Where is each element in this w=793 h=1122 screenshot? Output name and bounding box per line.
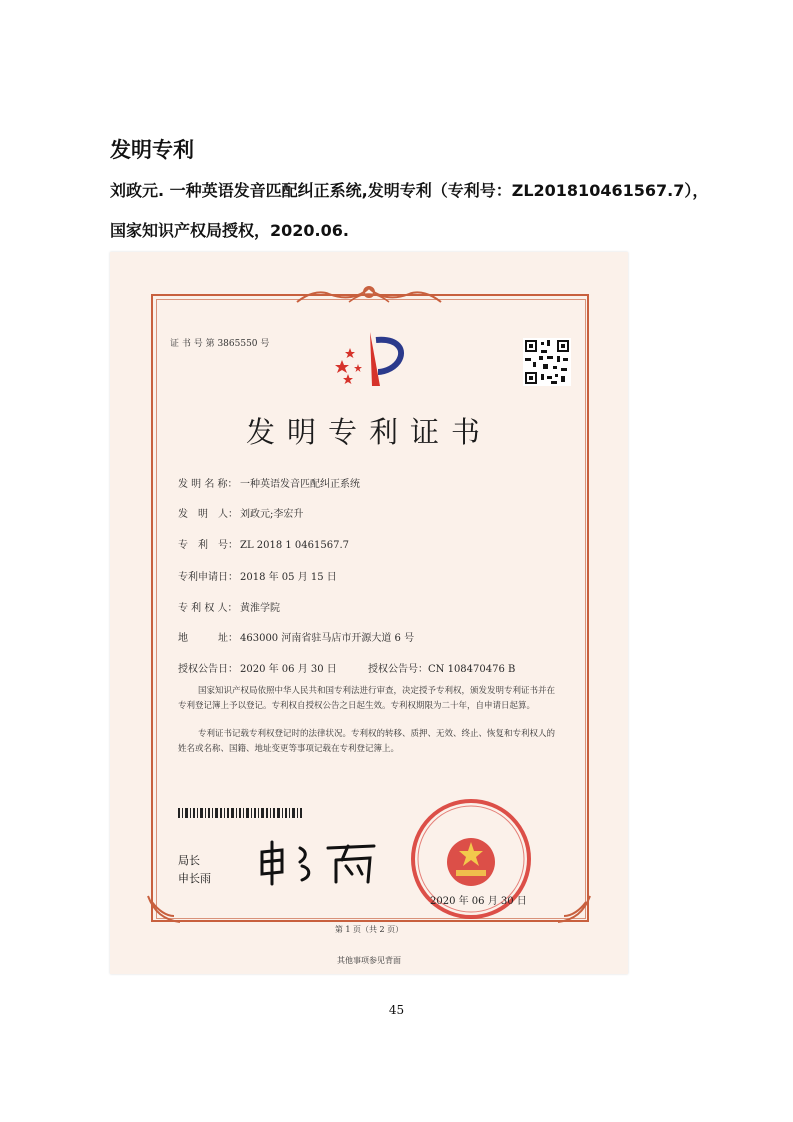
field-value: 463000 河南省驻马店市开源大道 6 号 — [240, 633, 415, 644]
see-back-note: 其他事项参见背面 — [337, 956, 401, 965]
field-value: 2018 年 05 月 15 日 — [240, 572, 337, 583]
field-label: 发 明 名 称： — [178, 479, 238, 490]
field-value: 一种英语发音匹配纠正系统 — [240, 479, 360, 490]
field-label: 授权公告号： — [368, 664, 428, 675]
field-value: 黄淮学院 — [240, 603, 280, 614]
barcode — [178, 808, 304, 818]
field-address — [178, 629, 414, 644]
field-value: CN 108470476 B — [428, 664, 516, 675]
field-label: 发 明 人： — [178, 509, 238, 520]
section-heading: 发明专利 — [110, 138, 194, 162]
field-value: 2020 年 06 月 30 日 — [240, 664, 337, 675]
field-label: 地 址： — [178, 633, 238, 644]
patent-certificate-image — [110, 252, 628, 974]
field-value: ZL 2018 1 0461567.7 — [240, 540, 350, 551]
legal-status-statement: 专利证书记载专利权登记时的法律状况。专利权的转移、质押、无效、终止、恢复和专利权人的姓名或名称、国籍、地址变更等事项记载在专利登记簿上。 — [178, 729, 556, 754]
bottom-left-ornament — [144, 892, 184, 926]
field-invention-name — [178, 475, 360, 490]
field-patent-number — [178, 536, 349, 551]
director-title: 局长 — [178, 854, 200, 867]
field-application-date — [178, 568, 337, 583]
field-patentee — [178, 599, 280, 614]
field-announcement-date — [178, 660, 337, 675]
top-ornament — [289, 284, 449, 308]
certificate-page-indicator: 第 1 页（共 2 页） — [334, 925, 404, 934]
seal-date: 2020 年 06 月 30 日 — [430, 896, 527, 907]
field-inventors — [178, 505, 303, 520]
patent-office-logo — [332, 330, 410, 390]
certificate-number: 证 书 号 第 3865550 号 — [170, 339, 270, 349]
bottom-right-ornament — [554, 892, 594, 926]
field-value: 刘政元;李宏升 — [240, 509, 304, 520]
qr-code — [523, 338, 571, 386]
field-label: 专利申请日： — [178, 572, 238, 583]
director-signature — [256, 838, 380, 888]
citation-line-1: 刘政元. 一种英语发音匹配纠正系统,发明专利（专利号：ZL201810461567.7）， — [110, 181, 709, 200]
certificate-title: 发明专利证书 — [245, 415, 492, 449]
grant-statement: 国家知识产权局依照中华人民共和国专利法进行审查，决定授予专利权，颁发发明专利证书并在专利登记簿上予以登记。专利权自授权公告之日起生效。专利权期限为二十年，自申请日起算。 — [178, 686, 556, 711]
field-label: 专 利 号： — [178, 540, 238, 551]
citation-line-2: 国家知识产权局授权，2020.06. — [110, 221, 349, 240]
page-number: 45 — [388, 1003, 405, 1017]
field-announcement-number — [368, 660, 515, 675]
field-label: 授权公告日： — [178, 664, 238, 675]
field-label: 专 利 权 人： — [178, 603, 238, 614]
director-name: 申长雨 — [178, 872, 211, 885]
